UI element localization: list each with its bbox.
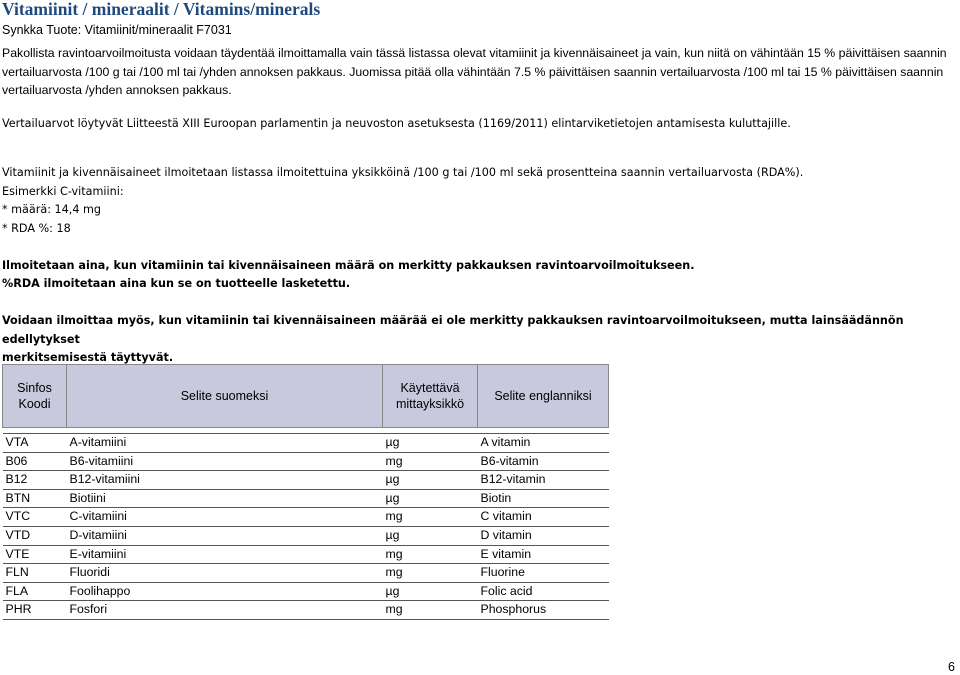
table-row: PHR Fosfori mg Phosphorus — [3, 601, 609, 620]
product-subtitle: Synkka Tuote: Vitamiinit/mineraalit F7031 — [2, 23, 232, 37]
instructions-line: Vitamiinit ja kivennäisaineet ilmoitetaan listassa ilmoitettuina yksikköinä /100 g tai /100 ml sekä prosentteina saannin vertailuarvosta (RDA%). — [2, 166, 804, 179]
page-number: 6 — [948, 660, 955, 674]
table-row: BTN Biotiini µg Biotin — [3, 489, 609, 508]
example-rda: * RDA %: 18 — [2, 221, 71, 235]
rule-always: Ilmoitetaan aina, kun vitamiinin tai kivennäisaineen määrä on merkitty pakkauksen ravintoarvoilmoitukseen. — [2, 258, 695, 272]
table-row: VTD D-vitamiini µg D vitamin — [3, 526, 609, 545]
header-finnish-description: Selite suomeksi — [67, 365, 383, 428]
intro-line: vertailuarvosta /100 g tai /100 ml tai /yhden annoksen pakkaus. Juomissa pitää olla vähintään 7.5 % päivittäisen saannin vertailuarvosta /100 ml tai 15 % päivittäisen saannin — [2, 64, 944, 79]
table-row: FLA Foolihappo µg Folic acid — [3, 582, 609, 601]
vitamins-table — [2, 364, 609, 620]
intro-paragraph — [2, 44, 958, 100]
instructions-paragraph — [2, 164, 958, 368]
table-header-row — [3, 365, 609, 428]
page-title: Vitamiinit / mineraalit / Vitamins/minerals — [2, 0, 321, 19]
table-row: VTA A-vitamiini µg A vitamin — [3, 434, 609, 453]
table-row: B06 B6-vitamiini mg B6-vitamin — [3, 452, 609, 471]
table-row: FLN Fluoridi mg Fluorine — [3, 564, 609, 583]
header-english-description: Selite englanniksi — [478, 365, 609, 428]
table-row: VTE E-vitamiini mg E vitamin — [3, 545, 609, 564]
intro-line: vertailuarvosta /yhden annoksen pakkaus. — [2, 83, 232, 97]
table-row: VTC C-vitamiini mg C vitamin — [3, 508, 609, 527]
header-sinfos-code: Sinfos Koodi — [3, 365, 67, 428]
example-amount: * määrä: 14,4 mg — [2, 203, 102, 216]
example-heading: Esimerkki C-vitamiini: — [2, 184, 124, 198]
reference-paragraph: Vertailuarvot löytyvät Liitteestä XIII Euroopan parlamentin ja neuvoston asetuksesta (1169/2011) elintarviketietojen antamisesta kuluttajille. — [2, 117, 791, 130]
rule-optional-cont: merkitsemisestä täyttyvät. — [2, 351, 174, 364]
table-row: B12 B12-vitamiini µg B12-vitamin — [3, 471, 609, 490]
rule-optional: Voidaan ilmoittaa myös, kun vitamiinin tai kivennäisaineen määrää ei ole merkitty pakkauksen ravintoarvoilmoitukseen, mutta lainsäädännön edellytykset — [2, 314, 904, 346]
intro-line: Pakollista ravintoarvoilmoitusta voidaan täydentää ilmoittamalla vain tässä listassa olevat vitamiinit ja kivennäisaineet ja vain, kun niitä on vähintään 15 % päivittäisen saannin — [2, 46, 947, 60]
header-unit: Käytettävä mittayksikkö — [383, 365, 478, 428]
rule-rda: %RDA ilmoitetaan aina kun se on tuotteelle lasketettu. — [2, 277, 351, 290]
